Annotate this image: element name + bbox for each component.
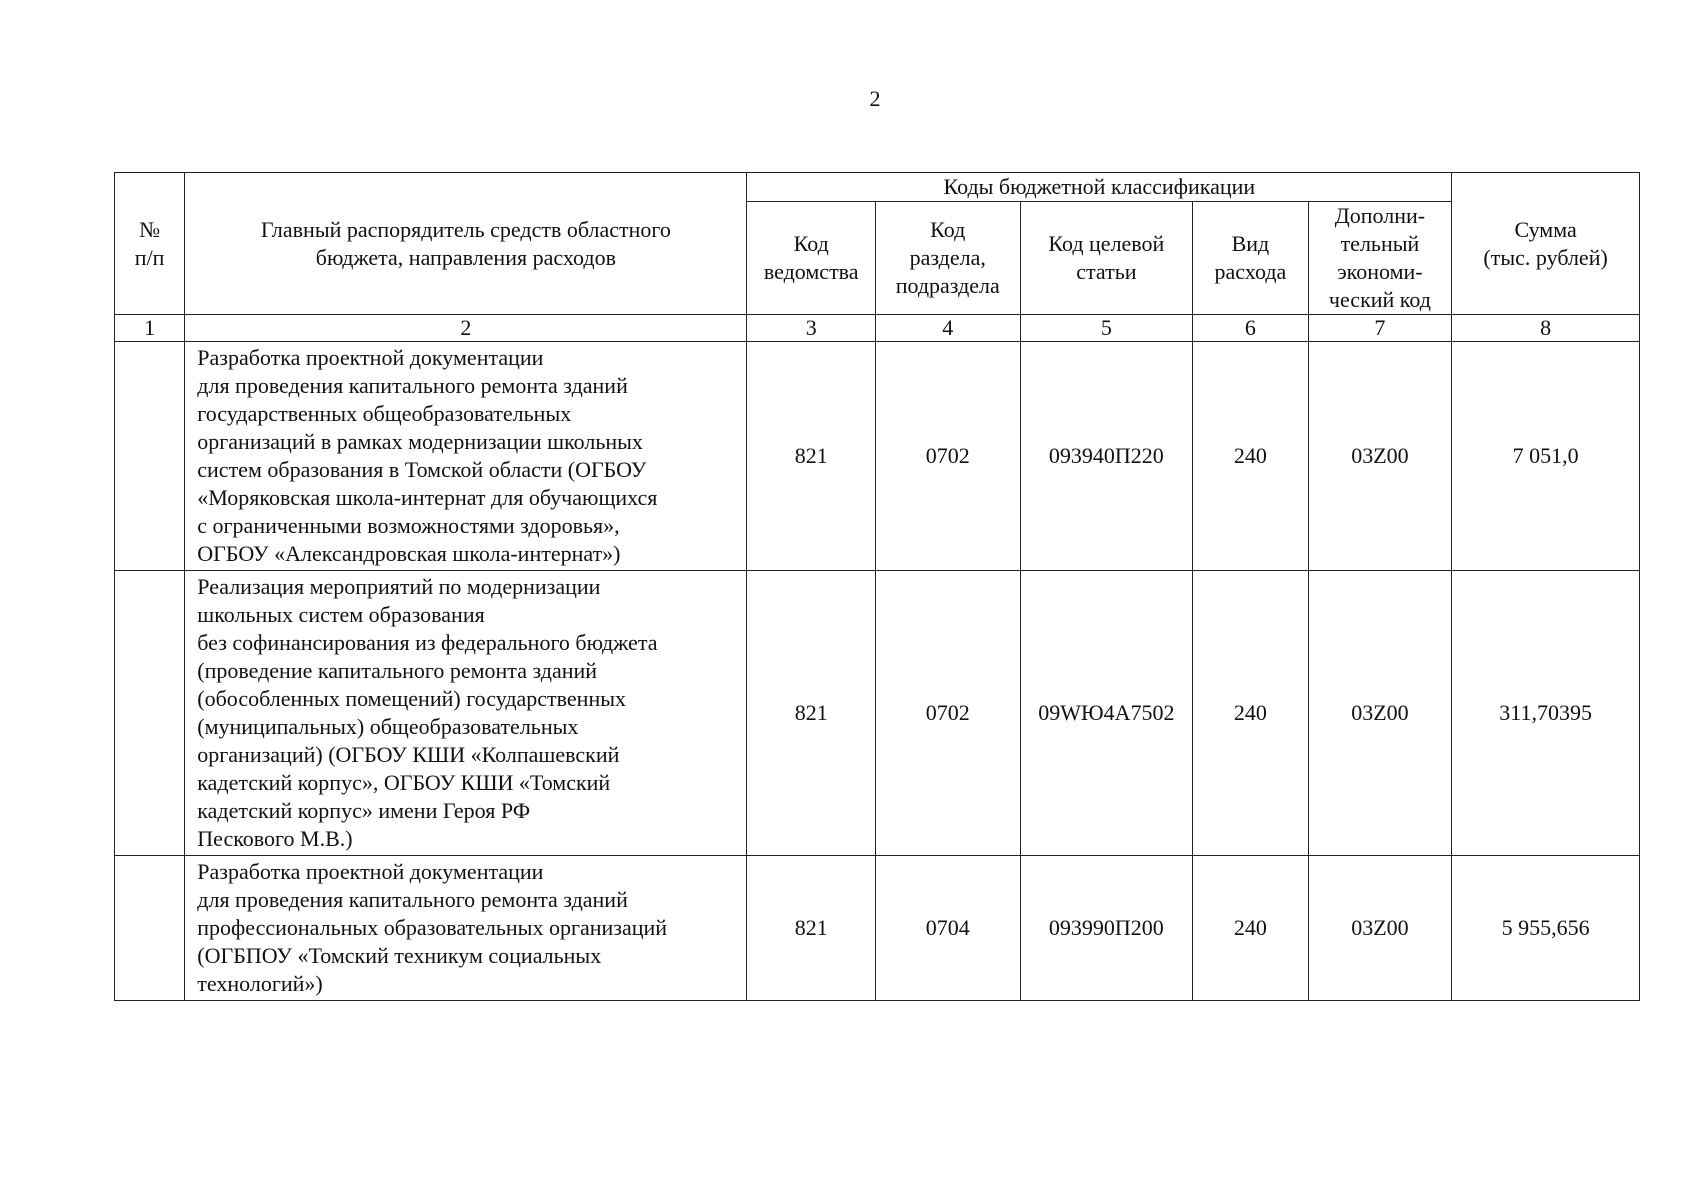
row-expense-type: 240 — [1193, 571, 1308, 856]
header-econ-code: Дополни- тельный экономи- ческий код — [1308, 202, 1452, 315]
column-number: 8 — [1452, 315, 1640, 342]
row-num — [115, 342, 185, 571]
budget-table — [114, 172, 1640, 1001]
column-number: 5 — [1020, 315, 1193, 342]
row-amount: 311,70395 — [1452, 571, 1640, 856]
row-section-code: 0702 — [875, 342, 1020, 571]
row-num — [115, 856, 185, 1001]
header-expense-type: Вид расхода — [1193, 202, 1308, 315]
column-number: 6 — [1193, 315, 1308, 342]
row-description: Реализация мероприятий по модернизации школьных систем образования без софинансирования из федерального бюджета (проведение капитального ремонта зданий (обособленных помещений) государственных (муниципальных) общеобразовательных организаций) (ОГБОУ КШИ «Колпашевский кадетский корпус», ОГБОУ КШИ «Томский кадетский корпус» имени Героя РФ Пескового М.В.) — [185, 571, 747, 856]
page-number: 2 — [869, 86, 881, 111]
column-number: 3 — [747, 315, 876, 342]
row-description: Разработка проектной документации для проведения капитального ремонта зданий государственных общеобразовательных организаций в рамках модернизации школьных систем образования в Томской области (ОГБОУ «Моряковская школа-интернат для обучающихся с ограниченными возможностями здоровья», ОГБОУ «Александровская школа-интернат») — [185, 342, 747, 571]
column-numbers-row — [115, 315, 1640, 342]
row-dept-code: 821 — [747, 342, 876, 571]
row-econ-code: 03Z00 — [1308, 342, 1452, 571]
column-number: 2 — [185, 315, 747, 342]
header-section-code: Код раздела, подраздела — [875, 202, 1020, 315]
row-num — [115, 571, 185, 856]
row-amount: 5 955,656 — [1452, 856, 1640, 1001]
table-row — [115, 342, 1640, 571]
header-num: № п/п — [115, 173, 185, 315]
column-number: 4 — [875, 315, 1020, 342]
column-number: 1 — [115, 315, 185, 342]
table-body — [115, 342, 1640, 1001]
column-number: 7 — [1308, 315, 1452, 342]
row-section-code: 0704 — [875, 856, 1020, 1001]
row-amount: 7 051,0 — [1452, 342, 1640, 571]
header-amount: Сумма (тыс. рублей) — [1452, 173, 1640, 315]
row-econ-code: 03Z00 — [1308, 571, 1452, 856]
row-dept-code: 821 — [747, 856, 876, 1001]
row-econ-code: 03Z00 — [1308, 856, 1452, 1001]
row-description: Разработка проектной документации для проведения капитального ремонта зданий профессиональных образовательных организаций (ОГБПОУ «Томский техникум социальных технологий») — [185, 856, 747, 1001]
row-expense-type: 240 — [1193, 856, 1308, 1001]
header-dept-code: Код ведомства — [747, 202, 876, 315]
row-target-code: 093940П220 — [1020, 342, 1193, 571]
row-section-code: 0702 — [875, 571, 1020, 856]
table-header — [115, 173, 1640, 342]
header-recipient: Главный распорядитель средств областного бюджета, направления расходов — [185, 173, 747, 315]
row-dept-code: 821 — [747, 571, 876, 856]
table-row — [115, 856, 1640, 1001]
header-target-code: Код целевой статьи — [1020, 202, 1193, 315]
table-row — [115, 571, 1640, 856]
header-codes-group: Коды бюджетной классификации — [747, 173, 1452, 202]
row-target-code: 09WЮ4А7502 — [1020, 571, 1193, 856]
row-target-code: 093990П200 — [1020, 856, 1193, 1001]
row-expense-type: 240 — [1193, 342, 1308, 571]
